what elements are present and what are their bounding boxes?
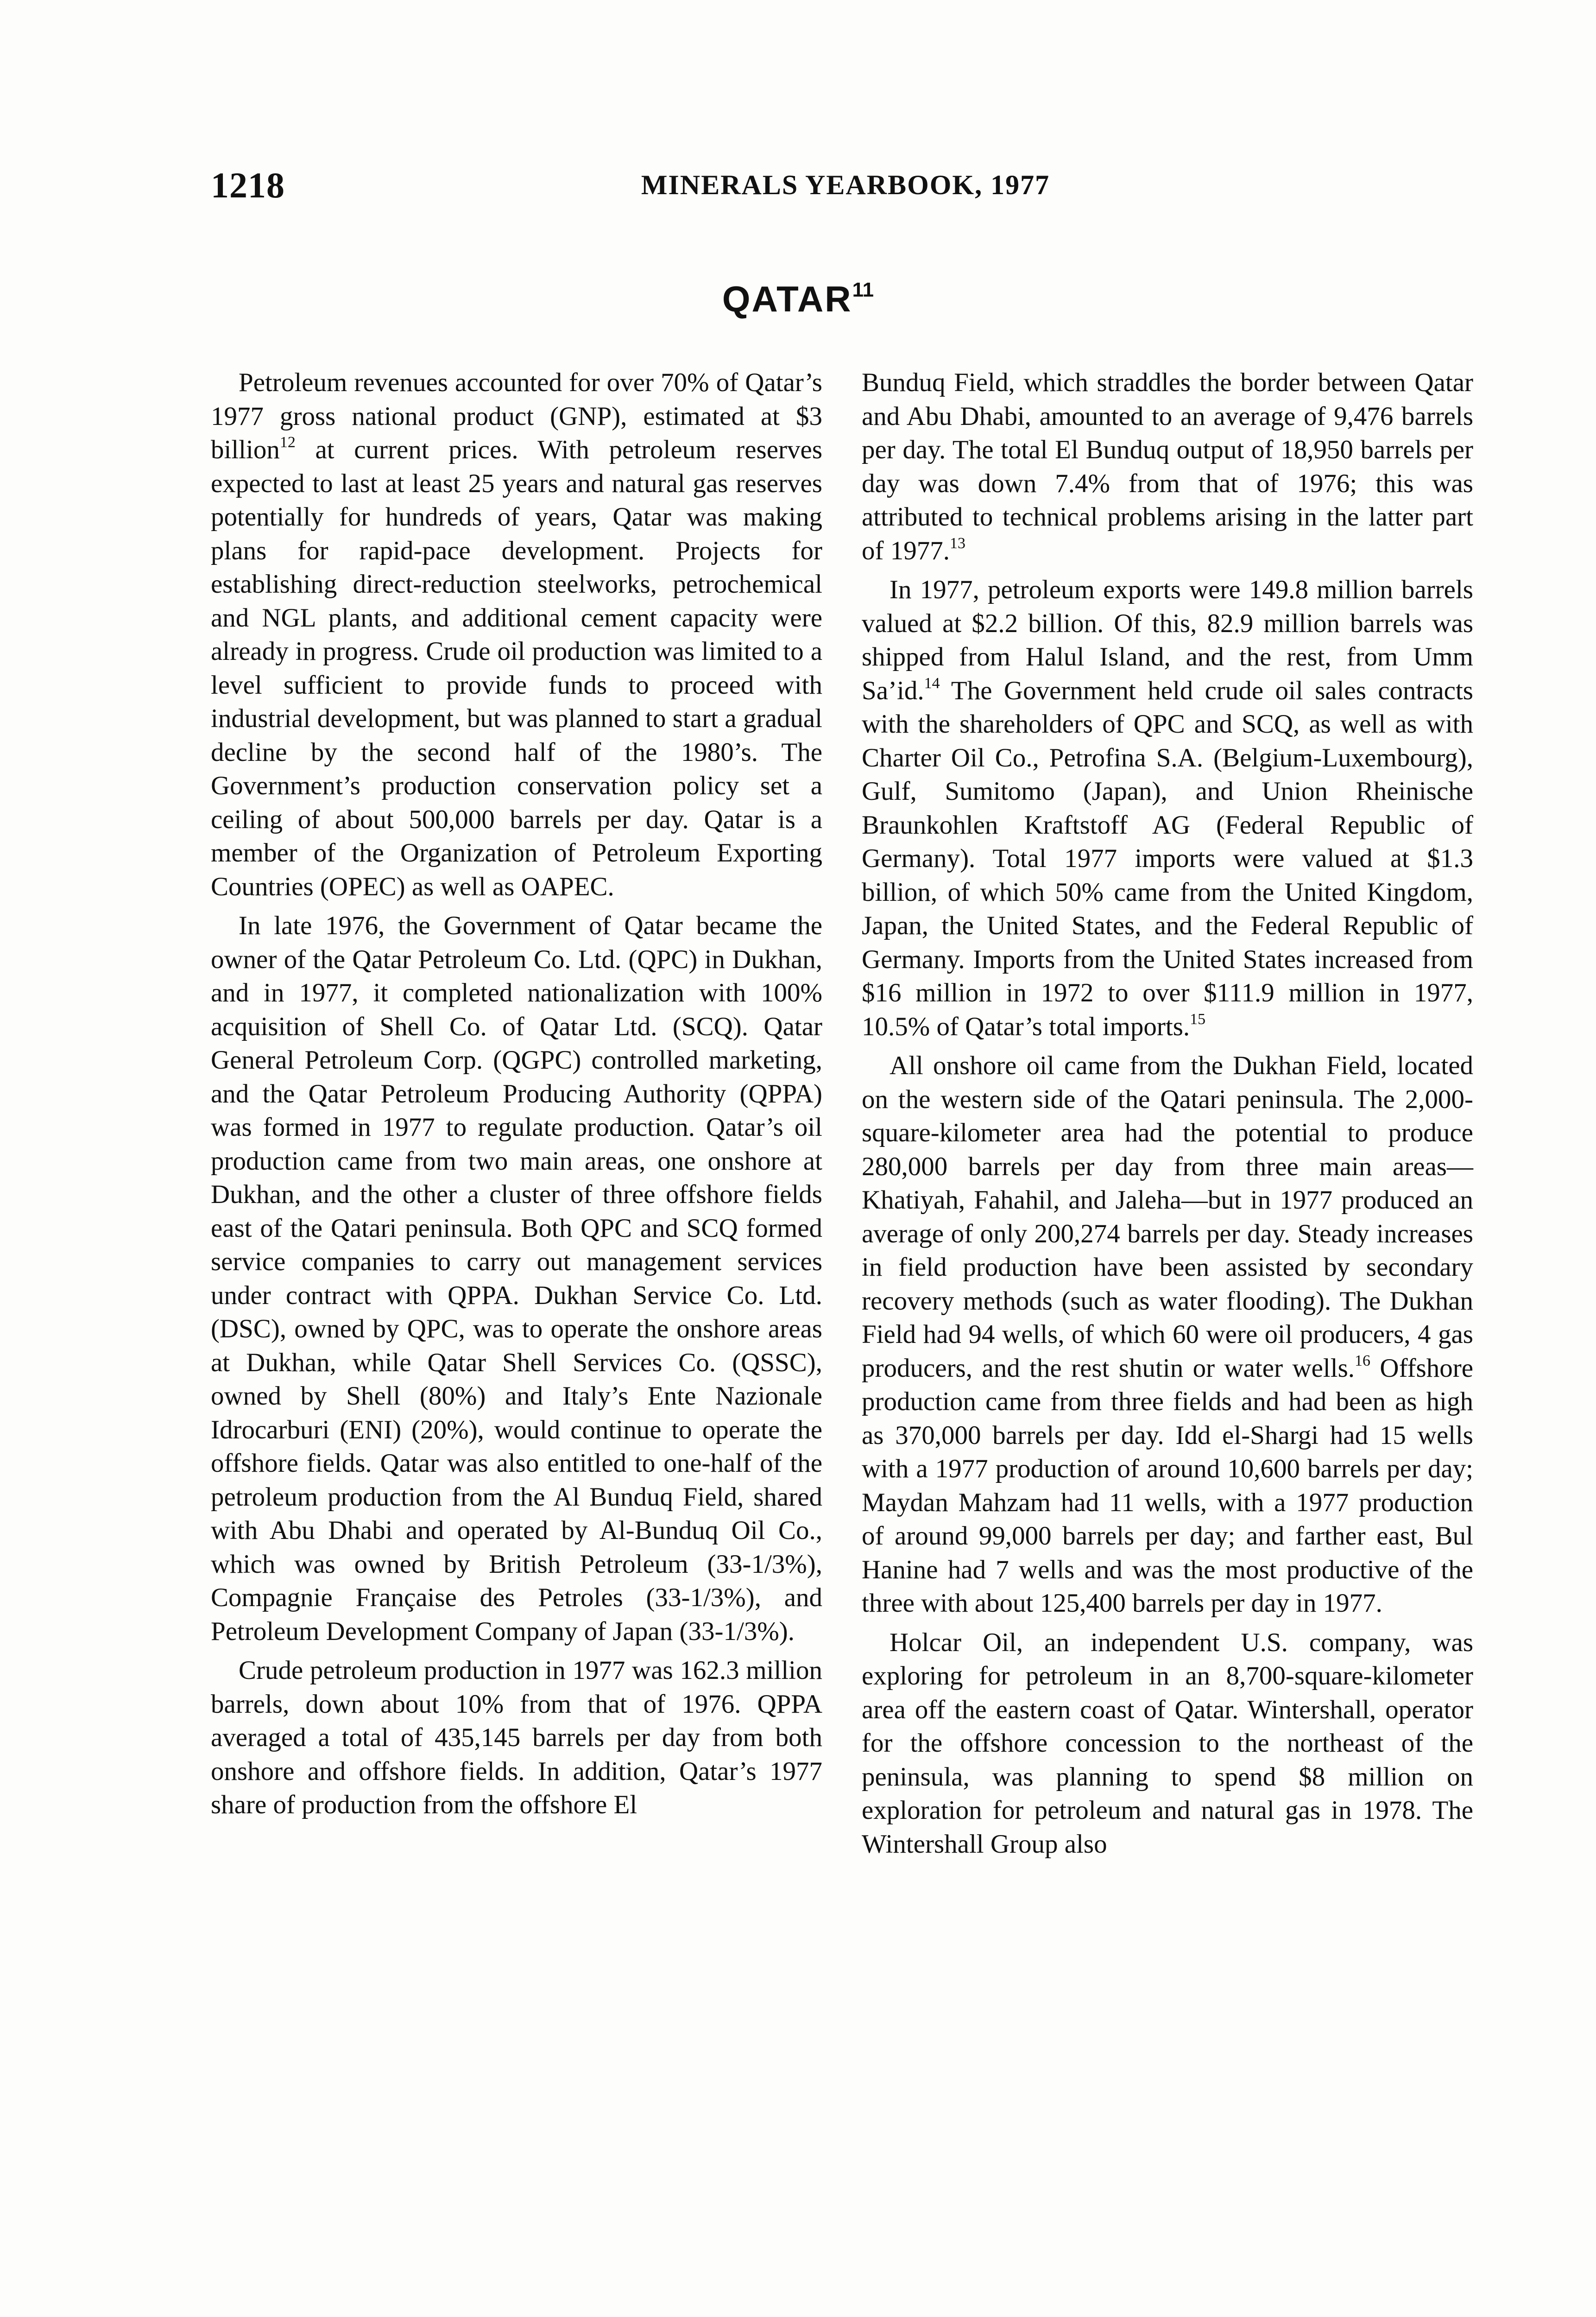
paragraph [862, 366, 1473, 568]
paragraph-text: In 1977, petroleum exports were 149.8 million barrels valued at $2.2 billion. Of this, 82.9 million barrels was shipped from Halul Island, and the rest, from Umm Sa’id. [862, 575, 1473, 705]
paragraph: Crude petroleum production in 1977 was 162.3 million barrels, down about 10% from that of 1976. QPPA averaged a total of 435,145 barrels per day from both onshore and offshore fields. In addition, Qatar’s 1977 share of production from the offshore El [211, 1656, 822, 1819]
left-column [211, 366, 822, 1828]
paragraph-text: The Government held crude oil sales contracts with the shareholders of QPC and SCQ, as well as with Charter Oil Co., Petrofina S.A. (Belgium-Luxembourg), Gulf, Sumitomo (Japan), and Union Rheinische Braunkohlen Kraftstoff AG (Federal Republic of Germany). Total 1977 imports were valued at $1.3 billion, of which 50% came from the United Kingdom, Japan, the United States, and the Federal Republic of Germany. Imports from the United States increased from $16 million in 1972 to over $111.9 million in 1977, 10.5% of Qatar’s total imports. [862, 676, 1473, 1041]
paragraph-text: All onshore oil came from the Dukhan Field, located on the western side of the Qatari peninsula. The 2,000-square-kilometer area had the potential to produce 280,000 barrels per day from three main areas—Khatiyah, Fahahil, and Jaleha—but in 1977 produced an average of only 200,274 barrels per day. Steady increases in field production have been assisted by secondary recovery methods (such as water flooding). The Dukhan Field had 94 wells, of which 60 were oil producers, 4 gas producers, and the rest shutin or water wells. [862, 1051, 1473, 1383]
paragraph-text: at current prices. With petroleum reserves expected to last at least 25 years and natural gas reserves potentially for hundreds of years, Qatar was making plans for rapid-pace development. Projects for establishing direct-reduction steelworks, petrochemical and NGL plants, and additional cement capacity were already in progress. Crude oil production was limited to a level sufficient to provide funds to proceed with industrial development, but was planned to start a gradual decline by the second half of the 1980’s. The Government’s production conservation policy set a ceiling of about 500,000 barrels per day. Qatar is a member of the Organization of Petroleum Exporting Countries (OPEC) as well as OAPEC. [211, 435, 822, 901]
paragraph [862, 1049, 1473, 1621]
section-title-footnote: 11 [852, 279, 874, 301]
footnote-ref: 14 [924, 674, 940, 692]
page-header [211, 165, 1480, 215]
paragraph [862, 573, 1473, 1044]
paragraph-text: Bunduq Field, which straddles the border between Qatar and Abu Dhabi, amounted to an average of 9,476 barrels per day. The total El Bunduq output of 18,950 barrels per day was down 7.4% from that of 1976; this was attributed to technical problems arising in the latter part of 1977. [862, 368, 1473, 565]
paragraph [211, 366, 822, 904]
paragraph: In late 1976, the Government of Qatar became the owner of the Qatar Petroleum Co. Ltd. (QPC) in Dukhan, and in 1977, it completed nationalization with 100% acquisition of Shell Co. of Qatar Ltd. (SCQ). Qatar General Petroleum Corp. (QGPC) controlled marketing, and the Qatar Petroleum Producing Authority (QPPA) was formed in 1977 to regulate production. Qatar’s oil production came from two main areas, one onshore at Dukhan, and the other a cluster of three offshore fields east of the Qatari peninsula. Both QPC and SCQ formed service companies to carry out management services under contract with QPPA. Dukhan Service Co. Ltd. (DSC), owned by QPC, was to operate the onshore areas at Dukhan, while Qatar Shell Services Co. (QSSC), owned by Shell (80%) and Italy’s Ente Nazionale Idrocarburi (ENI) (20%), would continue to operate the offshore fields. Qatar was also entitled to one-half of the petroleum production from the Al Bunduq Field, shared with Abu Dhabi and operated by Al-Bunduq Oil Co., which was owned by British Petroleum (33-1/3%), Compagnie Française des Petroles (33-1/3%), and Petroleum Development Company of Japan (33-1/3%). [211, 911, 822, 1646]
paragraph-text: Petroleum revenues accounted for over 70% of Qatar’s 1977 gross national product (GNP), estimated at $3 billion [211, 368, 822, 464]
footnote-ref: 12 [279, 434, 296, 451]
footnote-ref: 16 [1355, 1352, 1371, 1369]
paragraph-text: Offshore production came from three fields and had been as high as 370,000 barrels per day. Idd el-Shargi had 15 wells with a 1977 production of around 10,600 barrels per day; Maydan Mahzam had 11 wells, with a 1977 production of around 99,000 barrels per day; and farther east, Bul Hanine had 7 wells and was the most productive of the three with about 125,400 barrels per day in 1977. [862, 1353, 1473, 1618]
footnote-ref: 13 [949, 534, 965, 552]
right-column [862, 366, 1473, 1867]
running-title: MINERALS YEARBOOK, 1977 [641, 170, 1050, 200]
section-title [0, 278, 1596, 320]
paragraph: Holcar Oil, an independent U.S. company, was exploring for petroleum in an 8,700-square-kilometer area off the eastern coast of Qatar. Wintershall, operator for the offshore concession to the northeast of the peninsula, was planning to spend $8 million on exploration for petroleum and natural gas in 1978. The Wintershall Group also [862, 1627, 1473, 1859]
footnote-ref: 15 [1190, 1010, 1206, 1028]
section-title-text: QATAR [722, 279, 852, 319]
page-number: 1218 [211, 165, 285, 205]
